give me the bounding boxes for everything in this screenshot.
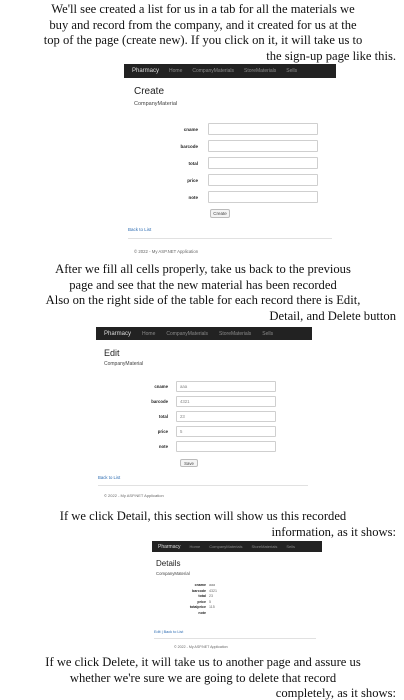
detail-label: total — [198, 594, 206, 598]
detail-row-barcode — [182, 589, 217, 593]
form-row-total — [154, 157, 318, 169]
paragraph-line: After we fill all cells properly, take us back to the previous — [55, 262, 351, 276]
nav-link-company-materials[interactable]: CompanyMaterials — [192, 68, 235, 74]
page-title: Create — [134, 86, 165, 97]
field-label: note — [188, 194, 198, 200]
divider — [154, 638, 316, 639]
paragraph-line: Detail, and Delete button — [269, 308, 396, 323]
field-label: total — [158, 414, 168, 419]
detail-row-totalprice — [182, 605, 215, 609]
detail-value: 5 — [209, 599, 211, 604]
paragraph-after-fill — [10, 262, 396, 324]
paragraph-detail — [10, 509, 396, 540]
create-button[interactable]: Create — [210, 209, 230, 218]
paragraph-line: If we click Detail, this section will show us this recorded — [59, 509, 347, 523]
cname-input[interactable] — [208, 123, 318, 135]
footer: © 2022 - My ASP.NET Application — [174, 645, 228, 649]
nav-link-sells[interactable]: Sells — [262, 330, 274, 337]
nav-link-sells[interactable]: Sells — [286, 68, 298, 74]
details-screenshot — [152, 541, 322, 653]
total-input[interactable]: 23 — [176, 411, 276, 422]
form-row-price — [128, 426, 276, 437]
nav-link-home[interactable]: Home — [142, 330, 156, 337]
cname-input[interactable]: aaa — [176, 381, 276, 392]
paragraph-line: whether we're sure we are going to delete that record — [69, 670, 337, 685]
nav-brand[interactable]: Pharmacy — [104, 330, 132, 337]
back-to-list-link[interactable]: Back to List — [98, 475, 121, 480]
paragraph-line: buy and record from the company, and it created for us at the — [49, 17, 357, 32]
paragraph-line: If we click Delete, it will take us to another page and assure us — [45, 655, 361, 669]
divider — [128, 238, 332, 239]
back-to-list-link[interactable]: Back to List — [128, 227, 152, 232]
page-subtitle: CompanyMaterial — [134, 101, 178, 107]
detail-row-cname — [182, 583, 215, 587]
price-input[interactable] — [208, 174, 318, 186]
nav-link-home[interactable]: Home — [169, 68, 183, 74]
edit-back-links[interactable]: Edit | Back to List — [154, 630, 184, 634]
nav-link-store-materials[interactable]: StoreMaterials — [251, 544, 278, 549]
nav-brand[interactable]: Pharmacy — [158, 543, 181, 550]
paragraph-line: We'll see created a list for us in a tab for all the materials we — [51, 2, 355, 16]
page-subtitle: CompanyMaterial — [156, 571, 190, 576]
edit-screenshot — [96, 327, 312, 503]
note-input[interactable] — [208, 191, 318, 203]
nav-link-sells[interactable]: Sells — [286, 544, 296, 549]
nav-link-store-materials[interactable]: StoreMaterials — [244, 68, 277, 74]
paragraph-line: the sign-up page like this. — [266, 48, 396, 63]
form-row-cname — [154, 123, 318, 135]
nav-link-store-materials[interactable]: StoreMaterials — [219, 330, 252, 337]
paragraph-line: top of the page (create new). If you click on it, it will take us to — [43, 33, 363, 47]
paragraph-line: Also on the right side of the table for each record there is Edit, — [45, 293, 361, 307]
detail-value: 23 — [209, 594, 213, 598]
detail-label: cname — [194, 583, 206, 587]
create-screenshot — [124, 64, 336, 264]
total-input[interactable] — [208, 157, 318, 169]
detail-value: 115 — [209, 605, 215, 609]
note-input[interactable] — [176, 441, 276, 452]
detail-label: price — [197, 599, 206, 604]
field-label: barcode — [151, 399, 168, 404]
footer: © 2022 - My ASP.NET Application — [104, 493, 164, 498]
divider — [98, 485, 308, 486]
navbar — [96, 327, 312, 340]
detail-row-total — [182, 594, 213, 598]
form-row-price — [154, 174, 318, 186]
form-row-barcode — [154, 140, 318, 152]
paragraph-delete — [10, 655, 396, 700]
form-row-barcode — [128, 396, 276, 407]
detail-label: totalprice — [189, 605, 206, 609]
paragraph-line: information, as it shows: — [271, 524, 396, 539]
page-subtitle: CompanyMaterial — [104, 361, 144, 367]
page-title: Edit — [104, 348, 120, 358]
nav-link-company-materials[interactable]: CompanyMaterials — [166, 330, 209, 337]
detail-label: note — [198, 610, 206, 615]
field-label: note — [158, 444, 168, 449]
form-row-note — [154, 191, 318, 203]
nav-link-home[interactable]: Home — [189, 544, 201, 549]
field-label: price — [187, 177, 198, 183]
paragraph-line: completely, as it shows: — [275, 686, 396, 700]
nav-link-company-materials[interactable]: CompanyMaterials — [209, 544, 243, 549]
detail-label: barcode — [192, 588, 206, 593]
paragraph-line: page and see that the new material has been recorded — [69, 277, 337, 292]
field-label: barcode — [180, 143, 198, 149]
footer: © 2022 - My ASP.NET Application — [134, 249, 199, 254]
field-label: total — [188, 160, 198, 166]
price-input[interactable]: 5 — [176, 426, 276, 437]
form-row-note — [128, 441, 276, 452]
navbar — [152, 541, 322, 552]
form-row-total — [128, 411, 276, 422]
barcode-input[interactable]: 4321 — [176, 396, 276, 407]
paragraph-intro — [10, 2, 396, 64]
field-label: price — [157, 429, 168, 434]
navbar — [124, 64, 336, 78]
detail-value: aaa — [209, 583, 215, 587]
detail-row-note — [182, 611, 209, 615]
barcode-input[interactable] — [208, 140, 318, 152]
field-label: cname — [183, 126, 198, 132]
form-row-cname — [128, 381, 276, 392]
detail-row-price — [182, 600, 211, 604]
page-title: Details — [156, 559, 181, 568]
nav-brand[interactable]: Pharmacy — [132, 68, 160, 74]
field-label: cname — [154, 384, 168, 389]
detail-value: 4321 — [209, 588, 217, 593]
save-button[interactable]: Save — [180, 459, 198, 467]
